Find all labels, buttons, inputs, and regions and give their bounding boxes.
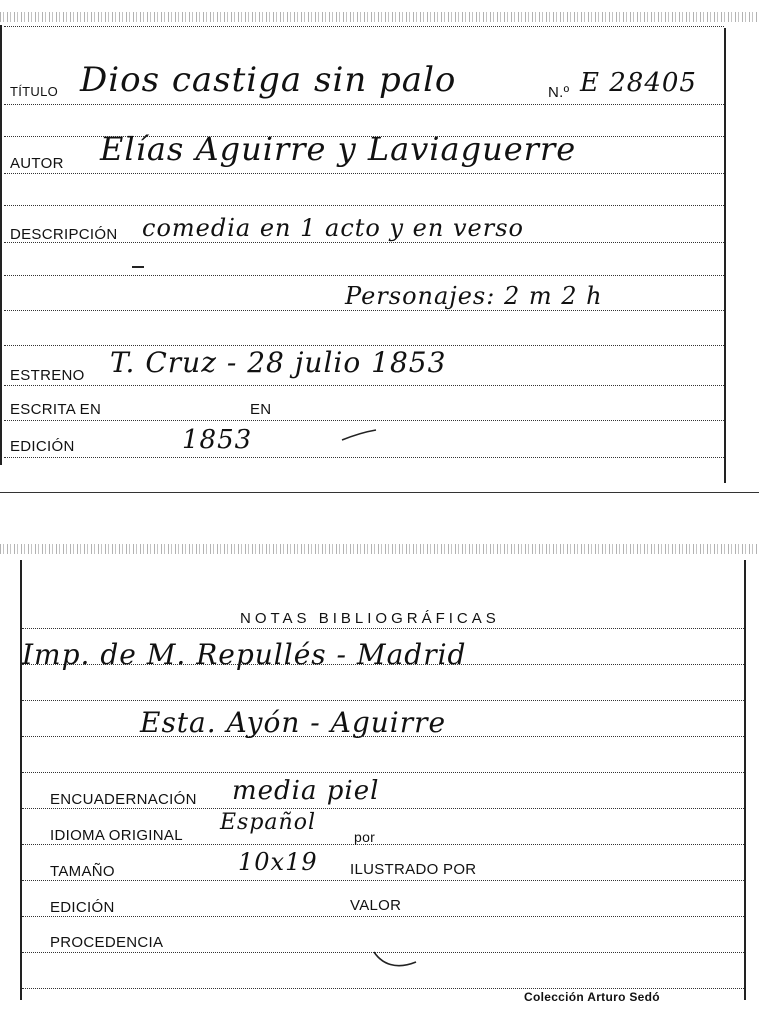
numero-label: N.º [548, 84, 570, 101]
personajes-value: Personajes: 2 m 2 h [345, 282, 603, 310]
titulo-value: Dios castiga sin palo [80, 60, 457, 100]
rule-line [22, 772, 744, 773]
card-bottom-edge [0, 492, 759, 493]
rule-line [22, 988, 744, 989]
ilustrado-por-label: ILUSTRADO POR [350, 861, 477, 878]
card-right-border [744, 560, 746, 1000]
rule-line [4, 310, 724, 311]
rule-line [4, 385, 724, 386]
idioma-original-value: Español [220, 810, 316, 835]
notas-title: NOTAS BIBLIOGRÁFICAS [240, 610, 500, 627]
rule-line [22, 916, 744, 917]
tamano-label: TAMAÑO [50, 863, 115, 880]
rule-line [22, 700, 744, 701]
por-label: por [354, 829, 376, 845]
rule-line [22, 628, 744, 629]
edicion-label: EDICIÓN [10, 438, 75, 455]
estreno-label: ESTRENO [10, 367, 85, 384]
card-top-edge [0, 544, 759, 554]
titulo-label: TÍTULO [10, 84, 59, 99]
encuadernacion-label: ENCUADERNACIÓN [50, 791, 197, 808]
edicion-label: EDICIÓN [50, 899, 115, 916]
rule-line [22, 880, 744, 881]
valor-label: VALOR [350, 897, 402, 914]
pen-stroke [340, 428, 380, 442]
card-top-edge [0, 12, 759, 22]
catalog-card-front [0, 0, 759, 495]
coleccion-footer: Colección Arturo Sedó [524, 990, 660, 1004]
tamano-value: 10x19 [238, 848, 318, 876]
descripcion-value: comedia en 1 acto y en verso [142, 214, 524, 242]
rule-line [22, 808, 744, 809]
rule-line [4, 420, 724, 421]
autor-label: AUTOR [10, 155, 64, 172]
edicion-value: 1853 [182, 425, 253, 455]
rule-line [4, 457, 724, 458]
catalog-card-back [0, 538, 759, 1018]
dash-mark [132, 266, 144, 268]
autor-value: Elías Aguirre y Laviaguerre [100, 130, 577, 168]
descripcion-label: DESCRIPCIÓN [10, 226, 118, 243]
rule-line [4, 205, 724, 206]
rule-line [22, 844, 744, 845]
estreno-value: T. Cruz - 28 julio 1853 [110, 346, 447, 379]
numero-value: E 28405 [580, 68, 697, 98]
nota-line-1: Imp. de M. Repullés - Madrid [22, 638, 467, 671]
card-right-border [724, 28, 726, 483]
encuadernacion-value: media piel [232, 776, 380, 806]
card-left-border [0, 25, 2, 465]
rule-line [4, 173, 724, 174]
nota-line-2: Esta. Ayón - Aguirre [140, 706, 447, 739]
rule-line [4, 104, 724, 105]
en-label: EN [250, 401, 272, 418]
rule-line [4, 275, 724, 276]
pen-stroke [372, 938, 422, 972]
idioma-original-label: IDIOMA ORIGINAL [50, 827, 183, 844]
procedencia-label: PROCEDENCIA [50, 934, 164, 951]
card-left-border [20, 560, 22, 1000]
rule-line [4, 26, 724, 27]
escrita-en-label: ESCRITA EN [10, 401, 102, 418]
